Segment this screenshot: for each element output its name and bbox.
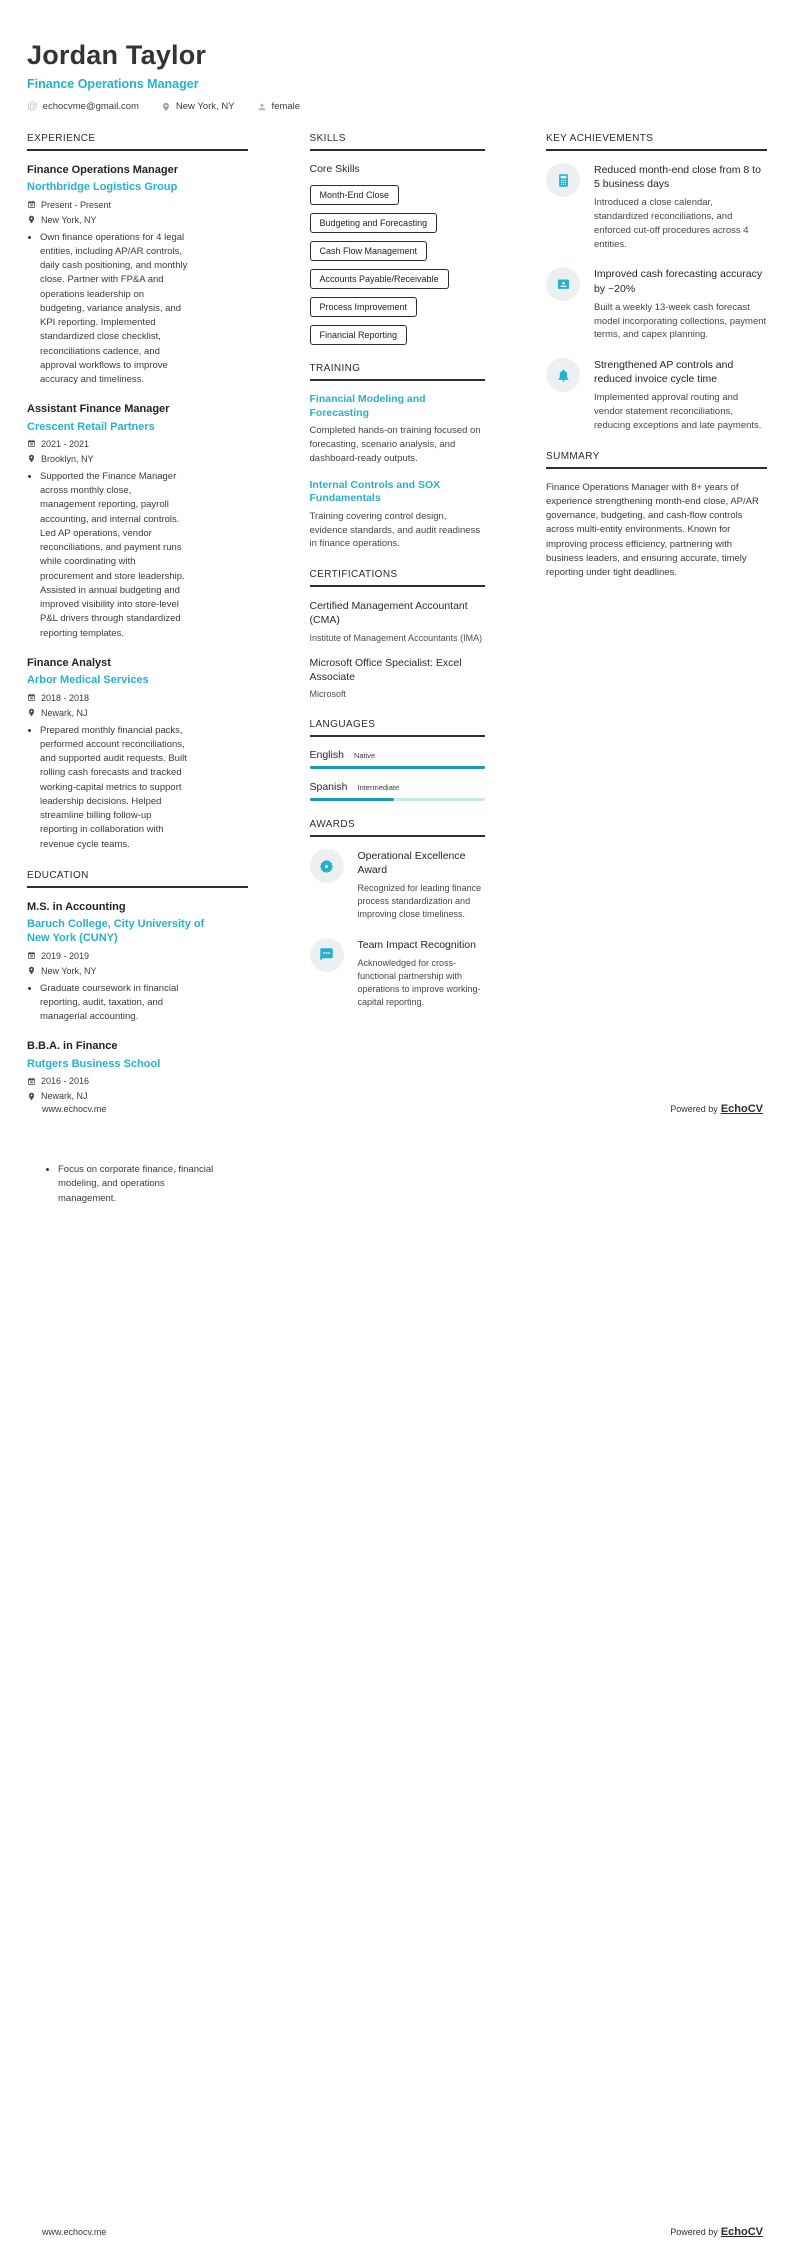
left-column: [27, 133, 248, 1119]
language-proficiency-fill: [310, 798, 394, 801]
education-section: [27, 870, 248, 1101]
education-heading: EDUCATION: [27, 870, 248, 888]
location-pin-icon: [27, 708, 36, 717]
at-sign-icon: @: [27, 100, 38, 113]
languages-heading: LANGUAGES: [310, 719, 485, 737]
training-description: Training covering control design, evidence standards, and audit readiness in finance operations.: [309, 510, 481, 550]
language-name: Spanish: [309, 781, 348, 794]
language-name: English: [309, 749, 344, 762]
presentation-screen-icon: [556, 277, 571, 292]
achievement-icon-circle: [546, 163, 580, 197]
skill-chip: Accounts Payable/Receivable: [310, 269, 449, 289]
language-proficiency-bar: [310, 798, 485, 801]
job-entry: [27, 163, 248, 387]
map-pin-icon: [161, 102, 171, 112]
contact-email: [27, 101, 139, 112]
calendar-icon: [27, 1077, 36, 1086]
training-description: Completed hands-on training focused on forecasting, scenario analysis, and dashboard-ready outputs.: [309, 425, 481, 464]
achievement-title: Strengthened AP controls and reduced invoice cycle time: [594, 359, 734, 386]
contact-location-text: New York, NY: [175, 101, 235, 112]
education-overflow: [0, 1123, 794, 1206]
job-location: [27, 454, 248, 464]
contact-row: [27, 101, 767, 112]
job-dates: [27, 200, 248, 210]
footer-site-link[interactable]: www.echocv.me: [42, 2227, 107, 2237]
job-dates: [27, 693, 248, 703]
degree-dates-text: 2016 - 2016: [41, 1076, 90, 1087]
job-highlights: [27, 470, 189, 641]
summary-section: [546, 451, 767, 581]
echocv-brand-link[interactable]: EchoCV: [720, 1103, 763, 1115]
contact-location: [161, 101, 235, 112]
key-achievements-heading: KEY ACHIEVEMENTS: [546, 133, 767, 151]
language-level: Native: [353, 751, 376, 761]
achievement-description: Built a weekly 13-week cash forecast model incorporating collections, payment terms, and capex planning.: [594, 301, 767, 341]
calculator-icon: [556, 173, 571, 188]
degree-entry: [27, 900, 248, 1025]
language-level: Intermediate: [357, 783, 400, 793]
calendar-icon: [27, 951, 36, 960]
skills-heading: SKILLS: [310, 133, 485, 151]
skill-chip: Budgeting and Forecasting: [310, 213, 438, 233]
job-location: [27, 708, 248, 718]
degree-dates: [27, 1076, 248, 1086]
school-name: Baruch College, City University of New York (CUNY): [27, 918, 205, 945]
footer-site-link[interactable]: www.echocv.me: [42, 1104, 107, 1114]
degree-entry: [27, 1039, 248, 1101]
certification-issuer: Institute of Management Accountants (IMA): [309, 632, 483, 643]
award-title: Team Impact Recognition: [357, 938, 476, 951]
skill-chip: Month-End Close: [310, 185, 400, 205]
job-highlights: [27, 231, 189, 388]
contact-gender: [257, 101, 301, 112]
award-seal-icon: [319, 859, 334, 874]
skills-section: [310, 133, 485, 345]
job-dates-text: 2018 - 2018: [41, 692, 90, 703]
person-icon: [257, 102, 267, 112]
location-pin-icon: [27, 454, 36, 463]
degree-title: M.S. in Accounting: [27, 900, 126, 913]
candidate-title: Finance Operations Manager: [27, 77, 199, 91]
job-location: [27, 215, 248, 225]
powered-by-label: Powered by: [670, 2227, 718, 2237]
job-highlight: • Supported the Finance Manager across monthly close, management reporting, payroll accounting, and internal controls. Led AP operations, vendor reconciliations, and payment runs while coordinating with procurement and store leadership. Assisted in annual budgeting and improved visibility into store-level P&L drivers through standardized reporting templates.: [40, 470, 189, 641]
job-dates-text: Present - Present: [41, 199, 112, 210]
location-pin-icon: [27, 966, 36, 975]
certifications-heading: CERTIFICATIONS: [310, 569, 485, 587]
language-row: [310, 749, 485, 769]
language-proficiency-fill: [310, 766, 485, 769]
powered-by: [670, 2226, 763, 2238]
job-location-text: Newark, NJ: [41, 707, 88, 718]
degree-title: B.B.A. in Finance: [27, 1040, 118, 1053]
skills-group-label: Core Skills: [309, 163, 360, 175]
degree-highlight: • Graduate coursework in financial reporting, audit, taxation, and managerial accounting.: [40, 982, 189, 1025]
certification-issuer: Microsoft: [309, 689, 347, 700]
certification-name: Certified Management Accountant (CMA): [309, 600, 468, 627]
degree-location-text: New York, NY: [41, 965, 97, 976]
training-title: Internal Controls and SOX Fundamentals: [309, 478, 441, 505]
job-company: Crescent Retail Partners: [27, 420, 155, 433]
summary-heading: SUMMARY: [546, 451, 767, 469]
achievement-item: [546, 267, 767, 342]
chat-bubble-icon: [319, 947, 334, 962]
degree-location: [27, 1091, 248, 1101]
location-pin-icon: [27, 1092, 36, 1101]
award-icon-circle: [310, 849, 344, 883]
powered-by: [670, 1103, 763, 1115]
experience-heading: EXPERIENCE: [27, 133, 248, 151]
achievement-item: [546, 163, 767, 251]
experience-section: [27, 133, 248, 852]
degree-location-text: Newark, NJ: [41, 1091, 88, 1102]
degree-highlights: [46, 1163, 214, 1206]
right-column: [546, 133, 767, 1119]
resume-header: [0, 0, 794, 112]
degree-dates: [27, 951, 248, 961]
training-item: [310, 393, 485, 466]
certification-name: Microsoft Office Specialist: Excel Associate: [309, 657, 462, 684]
achievement-icon-circle: [546, 267, 580, 301]
skill-chip: Financial Reporting: [310, 325, 408, 345]
awards-heading: AWARDS: [310, 819, 485, 837]
degree-highlights: [27, 982, 189, 1025]
resume-columns: [0, 133, 794, 1119]
degree-dates-text: 2019 - 2019: [41, 950, 90, 961]
job-highlight: • Own finance operations for 4 legal entities, including AP/AR controls, daily cash positioning, and monthly close. Partner with FP&A and operations leadership on budgeting, variance analysis, and KPI reporting. Implemented standardized close checklist, reconciliations cadence, and approval workflows to improve accuracy and timeliness.: [40, 231, 189, 388]
contact-email-text: echocvme@gmail.com: [42, 101, 139, 112]
language-row: [310, 781, 485, 801]
job-location-text: New York, NY: [41, 214, 97, 225]
degree-highlight: • Focus on corporate finance, financial modeling, and operations management.: [58, 1163, 214, 1206]
skill-chip: Process Improvement: [310, 297, 418, 317]
calendar-icon: [27, 200, 36, 209]
page-footer: [42, 2226, 763, 2238]
middle-column: [310, 133, 485, 1119]
job-title: Finance Analyst: [27, 656, 111, 669]
calendar-icon: [27, 693, 36, 702]
job-location-text: Brooklyn, NY: [41, 453, 94, 464]
page-footer: [42, 1103, 763, 1115]
candidate-name: Jordan Taylor: [27, 40, 207, 70]
resume-page-2: [0, 1123, 794, 2246]
job-company: Arbor Medical Services: [27, 674, 149, 687]
job-title: Finance Operations Manager: [27, 164, 178, 176]
skill-chip: Cash Flow Management: [310, 241, 428, 261]
award-description: Acknowledged for cross-functional partnership with operations to improve working-capital reporting.: [357, 957, 481, 1007]
bell-icon: [556, 368, 571, 383]
training-title: Financial Modeling and Forecasting: [309, 393, 426, 419]
award-description: Recognized for leading finance process standardization and improving close timeliness.: [357, 883, 482, 920]
award-item: [310, 849, 485, 921]
job-dates-text: 2021 - 2021: [41, 438, 90, 449]
achievement-title: Reduced month-end close from 8 to 5 business days: [594, 164, 761, 191]
job-highlights: [27, 724, 189, 852]
job-entry: [27, 656, 248, 852]
degree-location: [27, 966, 248, 976]
achievement-description: Introduced a close calendar, standardized reconciliations, and enforced cut-off procedures across 4 entities.: [594, 197, 749, 250]
job-highlight: • Prepared monthly financial packs, performed account reconciliations, and supported audit requests. Built rolling cash forecasts and tracked working-capital metrics to support leadership decisions. Helped streamline billing follow-up reporting in collaboration with revenue cycle teams.: [40, 724, 189, 852]
job-dates: [27, 439, 248, 449]
contact-gender-text: female: [271, 101, 301, 112]
achievement-description: Implemented approval routing and vendor statement reconciliations, reducing exceptions and late payments.: [594, 392, 762, 431]
echocv-brand-link[interactable]: EchoCV: [720, 2226, 763, 2238]
job-title: Assistant Finance Manager: [27, 403, 170, 416]
training-section: [310, 363, 485, 551]
powered-by-label: Powered by: [670, 1104, 718, 1114]
certification-entry: [310, 656, 485, 701]
location-pin-icon: [27, 215, 36, 224]
certification-entry: [310, 599, 485, 644]
language-proficiency-bar: [310, 766, 485, 769]
training-item: [310, 479, 485, 552]
achievement-title: Improved cash forecasting accuracy by ~20%: [594, 268, 763, 295]
achievement-icon-circle: [546, 358, 580, 392]
calendar-icon: [27, 439, 36, 448]
job-company: Northbridge Logistics Group: [27, 181, 178, 194]
award-title: Operational Excellence Award: [357, 850, 466, 877]
job-entry: [27, 402, 248, 641]
awards-section: [310, 819, 485, 1009]
school-name: Rutgers Business School: [27, 1057, 161, 1070]
award-icon-circle: [310, 938, 344, 972]
award-item: [310, 938, 485, 1009]
key-achievements-section: [546, 133, 767, 433]
summary-text: Finance Operations Manager with 8+ years of experience strengthening month-end close, AP/AR governance, budgeting, and cash-flow controls across multi-entity environments. Known for improving process efficiency, partnering with business leaders, and ensuring accurate, timely reporting under tight deadlines.: [546, 481, 759, 579]
certifications-section: [310, 569, 485, 701]
achievement-item: [546, 358, 767, 433]
training-heading: TRAINING: [310, 363, 485, 381]
languages-section: [310, 719, 485, 801]
